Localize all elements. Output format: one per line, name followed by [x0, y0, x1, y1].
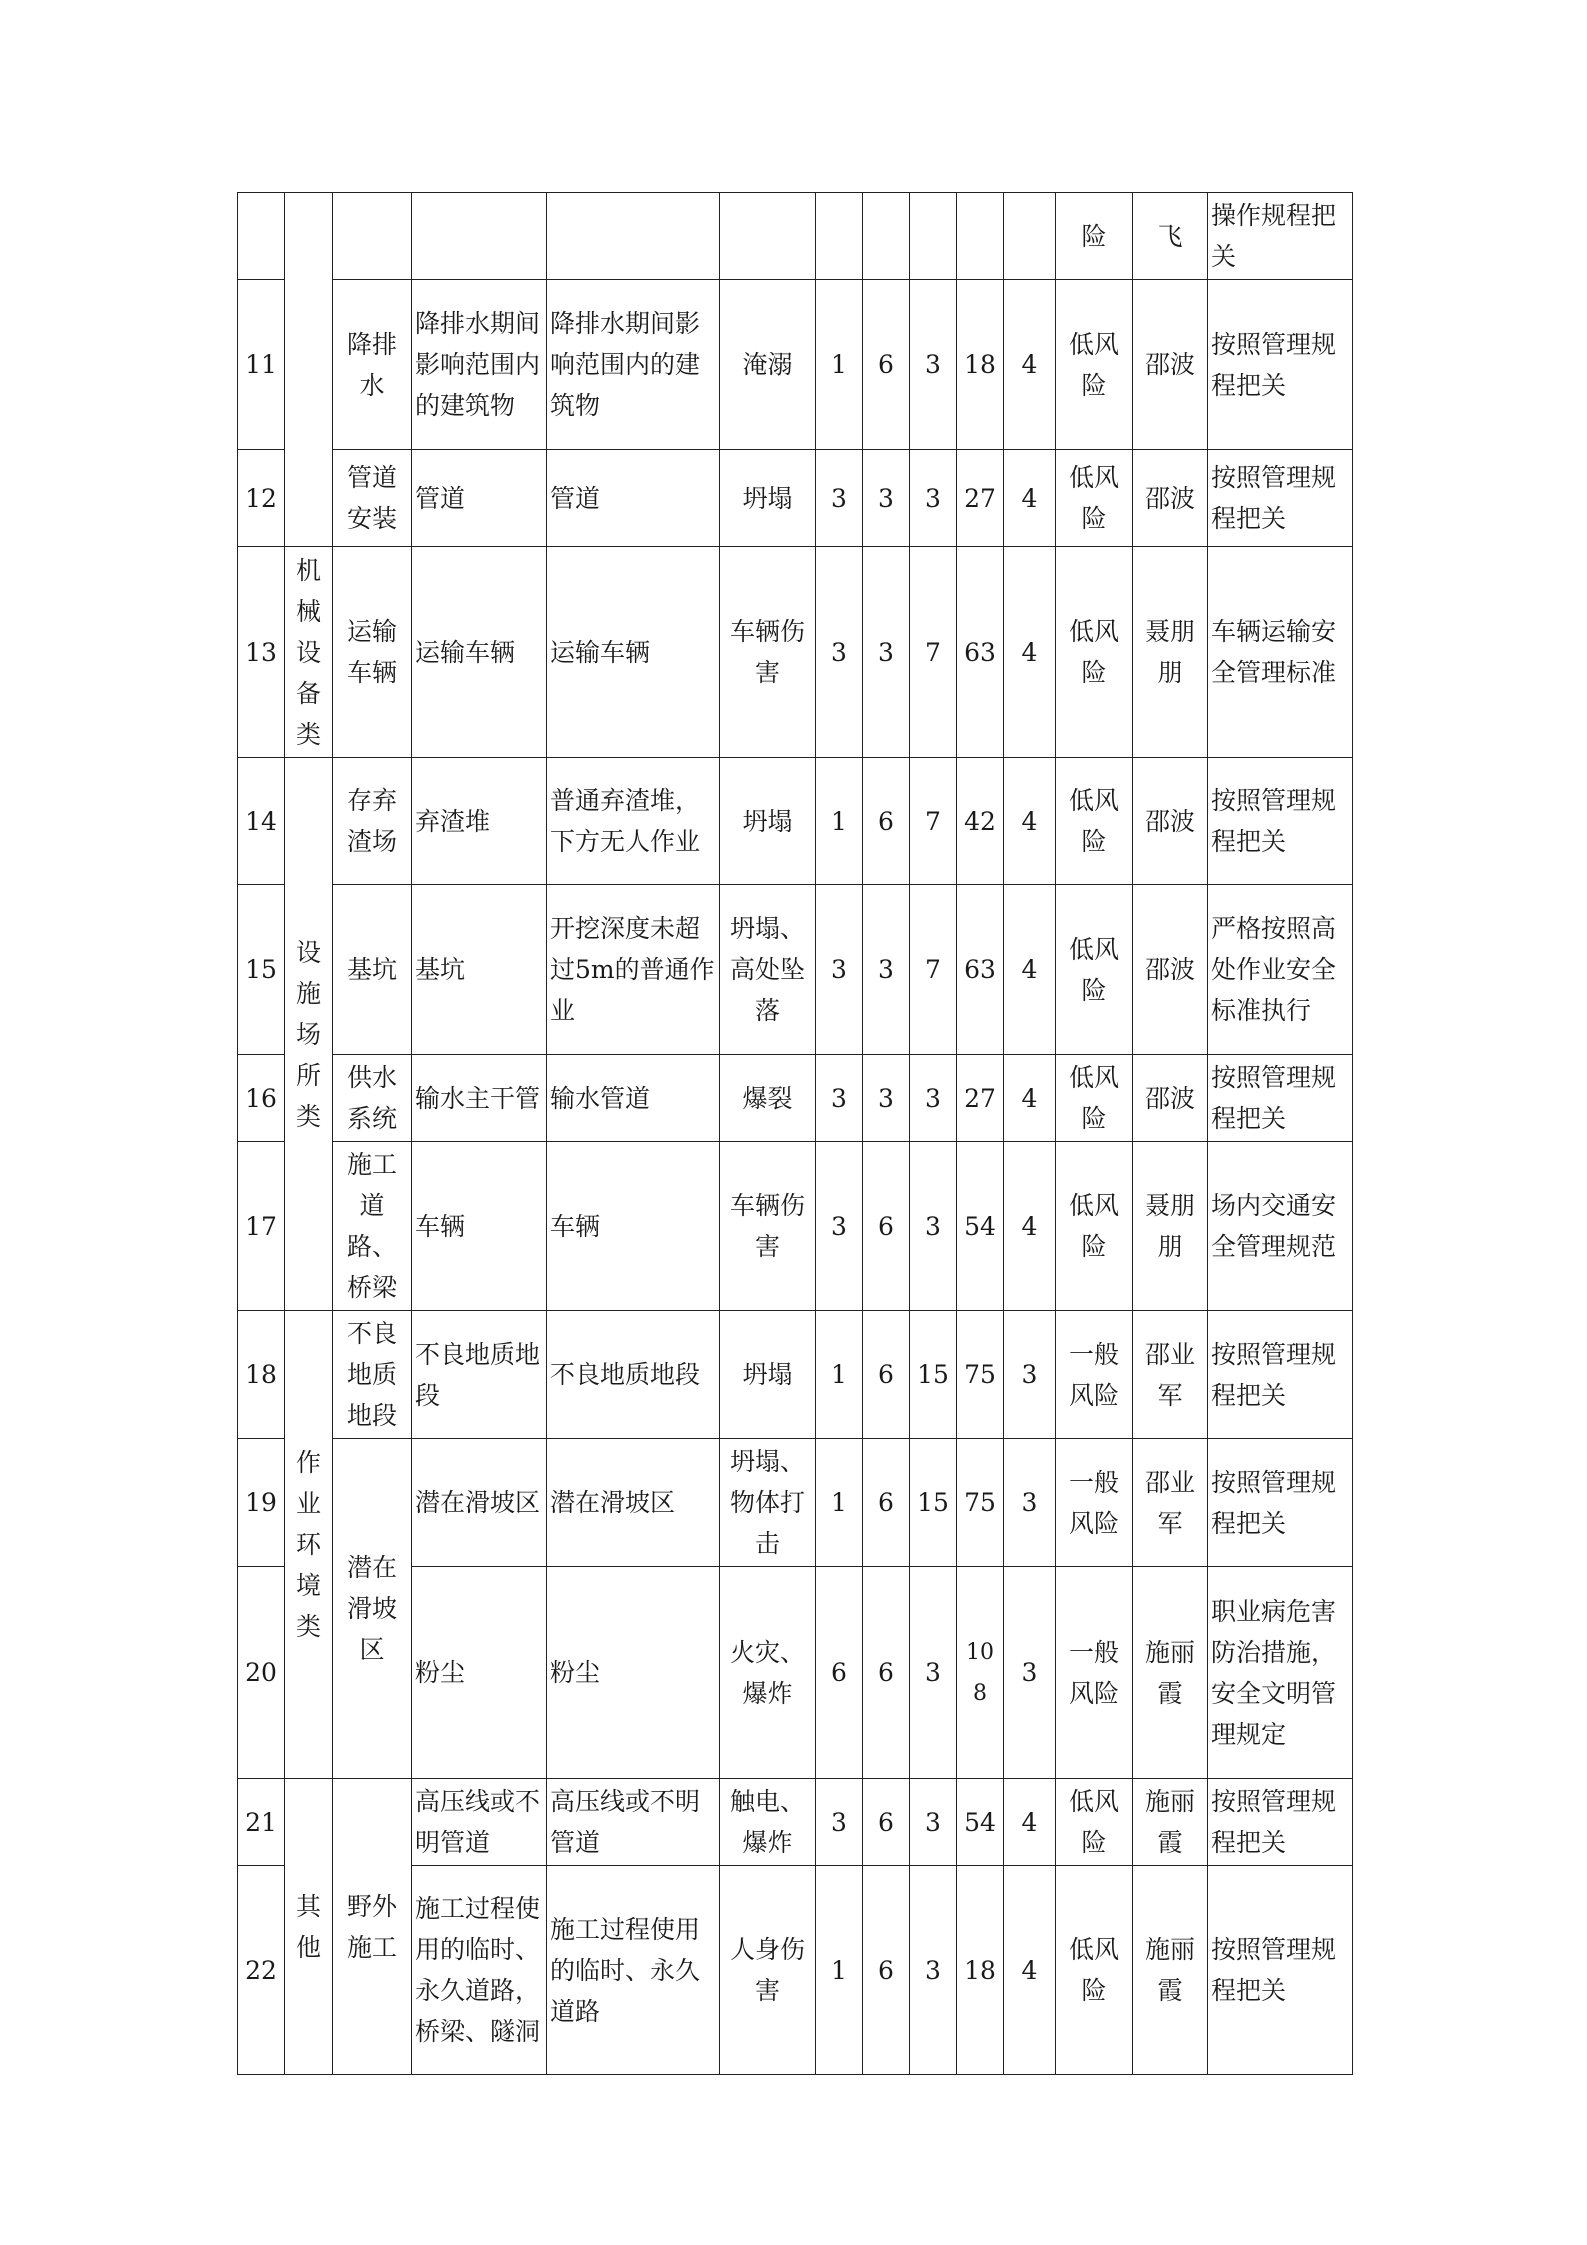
cell-no: 12 [238, 450, 285, 547]
cell-unit [412, 193, 547, 280]
cell-accident: 坍塌 [720, 450, 816, 547]
cell-location: 基坑 [333, 885, 412, 1055]
cell-l [816, 193, 863, 280]
cell-l: 3 [816, 1142, 863, 1311]
cell-l: 3 [816, 1779, 863, 1866]
cell-c [910, 193, 957, 280]
cell-l: 1 [816, 1866, 863, 2075]
cell-d: 108 [957, 1567, 1004, 1779]
cell-level: 一般风险 [1056, 1311, 1133, 1439]
cell-accident: 车辆伤害 [720, 547, 816, 758]
cell-l: 1 [816, 1311, 863, 1439]
cell-level: 低风险 [1056, 450, 1133, 547]
table-row [238, 450, 1353, 547]
cell-location: 施工道路、桥梁 [333, 1142, 412, 1311]
table-row [238, 1311, 1353, 1439]
cell-l: 3 [816, 1055, 863, 1142]
cell-e: 6 [863, 1311, 910, 1439]
cell-person: 聂朋朋 [1133, 1142, 1208, 1311]
cell-person: 邵波 [1133, 450, 1208, 547]
cell-c: 3 [910, 1142, 957, 1311]
table-row [238, 1142, 1353, 1311]
cell-e: 3 [863, 450, 910, 547]
cell-grade: 4 [1004, 280, 1056, 450]
cell-accident: 触电、爆炸 [720, 1779, 816, 1866]
cell-grade: 4 [1004, 1142, 1056, 1311]
cell-description: 运输车辆 [547, 547, 720, 758]
cell-no: 15 [238, 885, 285, 1055]
cell-category [285, 193, 333, 547]
cell-l: 1 [816, 1439, 863, 1567]
cell-l: 6 [816, 1567, 863, 1779]
cell-d: 63 [957, 547, 1004, 758]
cell-measure: 职业病危害防治措施，安全文明管理规定 [1208, 1567, 1353, 1779]
cell-no: 19 [238, 1439, 285, 1567]
cell-unit: 输水主干管 [412, 1055, 547, 1142]
cell-description: 高压线或不明管道 [547, 1779, 720, 1866]
cell-level: 险 [1056, 193, 1133, 280]
cell-location [333, 193, 412, 280]
table-row [238, 1779, 1353, 1866]
cell-category: 作业环境类 [285, 1311, 333, 1779]
cell-unit: 运输车辆 [412, 547, 547, 758]
cell-d: 75 [957, 1311, 1004, 1439]
cell-person: 邵波 [1133, 758, 1208, 885]
cell-measure: 按照管理规程把关 [1208, 1311, 1353, 1439]
cell-no: 13 [238, 547, 285, 758]
cell-person: 邵波 [1133, 885, 1208, 1055]
cell-e: 6 [863, 1866, 910, 2075]
cell-grade: 4 [1004, 1866, 1056, 2075]
cell-description: 普通弃渣堆，下方无人作业 [547, 758, 720, 885]
cell-description [547, 193, 720, 280]
cell-description: 潜在滑坡区 [547, 1439, 720, 1567]
cell-no: 14 [238, 758, 285, 885]
cell-person: 施丽霞 [1133, 1567, 1208, 1779]
cell-grade: 4 [1004, 547, 1056, 758]
cell-category: 其他 [285, 1779, 333, 2075]
cell-unit: 车辆 [412, 1142, 547, 1311]
table-row [238, 547, 1353, 758]
cell-c: 3 [910, 450, 957, 547]
cell-d: 27 [957, 1055, 1004, 1142]
cell-c: 3 [910, 1866, 957, 2075]
cell-location: 不良地质地段 [333, 1311, 412, 1439]
cell-e: 3 [863, 547, 910, 758]
cell-description: 粉尘 [547, 1567, 720, 1779]
cell-accident: 人身伤害 [720, 1866, 816, 2075]
cell-accident: 坍塌 [720, 758, 816, 885]
cell-description: 管道 [547, 450, 720, 547]
cell-level: 低风险 [1056, 1779, 1133, 1866]
cell-d [957, 193, 1004, 280]
cell-unit: 弃渣堆 [412, 758, 547, 885]
cell-unit: 基坑 [412, 885, 547, 1055]
cell-person: 邵业军 [1133, 1439, 1208, 1567]
table-row-continuation [238, 193, 1353, 280]
cell-category: 设施场所类 [285, 758, 333, 1311]
cell-accident: 爆裂 [720, 1055, 816, 1142]
cell-level: 一般风险 [1056, 1567, 1133, 1779]
cell-no: 22 [238, 1866, 285, 2075]
cell-person: 飞 [1133, 193, 1208, 280]
cell-d: 75 [957, 1439, 1004, 1567]
cell-grade: 4 [1004, 1055, 1056, 1142]
cell-measure: 操作规程把关 [1208, 193, 1353, 280]
cell-unit: 管道 [412, 450, 547, 547]
risk-table [237, 192, 1353, 2075]
cell-grade: 4 [1004, 1779, 1056, 1866]
cell-level: 低风险 [1056, 1142, 1133, 1311]
cell-measure: 按照管理规程把关 [1208, 758, 1353, 885]
cell-location: 管道安装 [333, 450, 412, 547]
cell-d: 54 [957, 1142, 1004, 1311]
cell-measure: 按照管理规程把关 [1208, 280, 1353, 450]
cell-grade: 4 [1004, 885, 1056, 1055]
cell-l: 3 [816, 450, 863, 547]
cell-grade: 3 [1004, 1439, 1056, 1567]
cell-c: 7 [910, 885, 957, 1055]
cell-location: 潜在滑坡区 [333, 1439, 412, 1779]
cell-no: 16 [238, 1055, 285, 1142]
cell-location: 存弃渣场 [333, 758, 412, 885]
table-row [238, 280, 1353, 450]
cell-location: 野外施工 [333, 1779, 412, 2075]
cell-level: 低风险 [1056, 280, 1133, 450]
cell-accident: 火灾、爆炸 [720, 1567, 816, 1779]
cell-description: 不良地质地段 [547, 1311, 720, 1439]
cell-d: 54 [957, 1779, 1004, 1866]
cell-description: 降排水期间影响范围内的建筑物 [547, 280, 720, 450]
cell-unit: 降排水期间影响范围内的建筑物 [412, 280, 547, 450]
cell-e: 6 [863, 758, 910, 885]
cell-description: 输水管道 [547, 1055, 720, 1142]
table-row [238, 1439, 1353, 1567]
cell-no: 21 [238, 1779, 285, 1866]
cell-measure: 车辆运输安全管理标准 [1208, 547, 1353, 758]
cell-grade: 3 [1004, 1311, 1056, 1439]
cell-accident [720, 193, 816, 280]
cell-level: 低风险 [1056, 547, 1133, 758]
cell-no: 20 [238, 1567, 285, 1779]
cell-d: 18 [957, 280, 1004, 450]
cell-person: 施丽霞 [1133, 1866, 1208, 2075]
cell-level: 低风险 [1056, 1055, 1133, 1142]
cell-c: 3 [910, 1055, 957, 1142]
cell-level: 低风险 [1056, 1866, 1133, 2075]
cell-e: 6 [863, 1142, 910, 1311]
table-row [238, 758, 1353, 885]
cell-description: 施工过程使用的临时、永久道路 [547, 1866, 720, 2075]
cell-c: 3 [910, 1567, 957, 1779]
cell-accident: 坍塌、高处坠落 [720, 885, 816, 1055]
cell-measure: 场内交通安全管理规范 [1208, 1142, 1353, 1311]
cell-location: 运输车辆 [333, 547, 412, 758]
cell-measure: 按照管理规程把关 [1208, 1439, 1353, 1567]
cell-c: 15 [910, 1311, 957, 1439]
cell-location: 降排水 [333, 280, 412, 450]
cell-accident: 坍塌 [720, 1311, 816, 1439]
cell-person: 邵波 [1133, 1055, 1208, 1142]
cell-accident: 车辆伤害 [720, 1142, 816, 1311]
cell-d: 63 [957, 885, 1004, 1055]
cell-description: 开挖深度未超过5m的普通作业 [547, 885, 720, 1055]
cell-unit: 高压线或不明管道 [412, 1779, 547, 1866]
cell-e: 3 [863, 1055, 910, 1142]
cell-grade: 4 [1004, 450, 1056, 547]
cell-description: 车辆 [547, 1142, 720, 1311]
cell-level: 低风险 [1056, 885, 1133, 1055]
cell-person: 聂朋朋 [1133, 547, 1208, 758]
cell-c: 7 [910, 547, 957, 758]
cell-measure: 按照管理规程把关 [1208, 1055, 1353, 1142]
cell-e: 6 [863, 1567, 910, 1779]
cell-d: 42 [957, 758, 1004, 885]
cell-grade: 3 [1004, 1567, 1056, 1779]
cell-d: 27 [957, 450, 1004, 547]
cell-person: 施丽霞 [1133, 1779, 1208, 1866]
cell-accident: 淹溺 [720, 280, 816, 450]
cell-e: 3 [863, 885, 910, 1055]
cell-c: 3 [910, 1779, 957, 1866]
cell-e [863, 193, 910, 280]
cell-grade [1004, 193, 1056, 280]
cell-unit: 潜在滑坡区 [412, 1439, 547, 1567]
cell-unit: 施工过程使用的临时、永久道路，桥梁、隧洞 [412, 1866, 547, 2075]
cell-l: 1 [816, 758, 863, 885]
cell-person: 邵波 [1133, 280, 1208, 450]
table-row [238, 1055, 1353, 1142]
cell-measure: 严格按照高处作业安全标准执行 [1208, 885, 1353, 1055]
cell-no: 18 [238, 1311, 285, 1439]
cell-l: 3 [816, 885, 863, 1055]
cell-level: 一般风险 [1056, 1439, 1133, 1567]
cell-measure: 按照管理规程把关 [1208, 1779, 1353, 1866]
cell-l: 3 [816, 547, 863, 758]
table-row [238, 885, 1353, 1055]
cell-person: 邵业军 [1133, 1311, 1208, 1439]
cell-measure: 按照管理规程把关 [1208, 1866, 1353, 2075]
cell-d: 18 [957, 1866, 1004, 2075]
cell-e: 6 [863, 280, 910, 450]
cell-measure: 按照管理规程把关 [1208, 450, 1353, 547]
cell-unit: 粉尘 [412, 1567, 547, 1779]
cell-c: 7 [910, 758, 957, 885]
cell-no: 17 [238, 1142, 285, 1311]
cell-c: 15 [910, 1439, 957, 1567]
cell-no [238, 193, 285, 280]
cell-location: 供水系统 [333, 1055, 412, 1142]
cell-accident: 坍塌、物体打击 [720, 1439, 816, 1567]
cell-e: 6 [863, 1779, 910, 1866]
cell-l: 1 [816, 280, 863, 450]
cell-category: 机械设备类 [285, 547, 333, 758]
cell-level: 低风险 [1056, 758, 1133, 885]
cell-unit: 不良地质地段 [412, 1311, 547, 1439]
cell-grade: 4 [1004, 758, 1056, 885]
cell-e: 6 [863, 1439, 910, 1567]
cell-c: 3 [910, 280, 957, 450]
cell-no: 11 [238, 280, 285, 450]
